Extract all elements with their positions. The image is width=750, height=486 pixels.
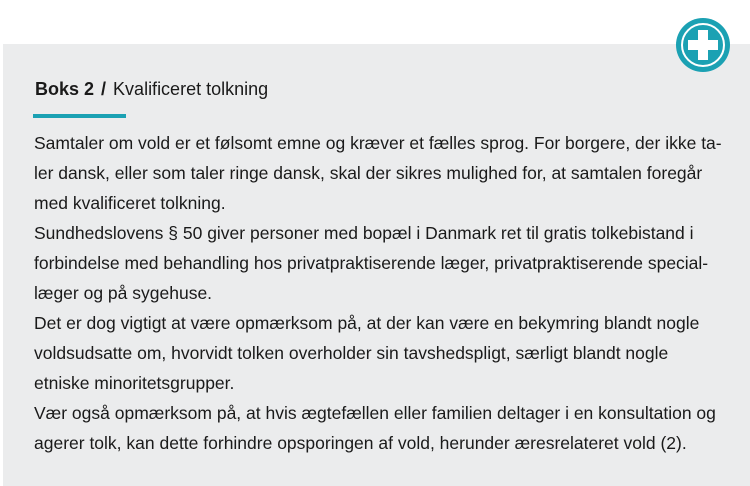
plus-circle-icon[interactable] xyxy=(676,18,730,72)
body-line: ler dansk, eller som taler ringe dansk, skal der sikres mulighed for, at samtalen foregår xyxy=(34,163,703,183)
accent-rule xyxy=(33,114,126,118)
body-line: agerer tolk, kan dette forhindre opsporingen af vold, herunder æresrelateret vold (2). xyxy=(34,433,687,453)
body-line: forbindelse med behandling hos privatpraktiserende læger, privatpraktiserende special- xyxy=(34,253,709,273)
plus-bar-vertical xyxy=(698,30,708,60)
box-title: Kvalificeret tolkning xyxy=(113,79,269,99)
body-line: Samtaler om vold er et følsomt emne og kræver et fælles sprog. For borgere, der ikke ta- xyxy=(34,133,722,153)
body-line: Vær også opmærksom på, at hvis ægtefællen eller familien deltager i en konsultation og xyxy=(34,403,716,423)
body-line: voldsudsatte om, hvorvidt tolken overholder sin tavshedspligt, særligt blandt nogle xyxy=(34,343,669,363)
box-body xyxy=(34,128,724,458)
body-line: etniske minoritetsgrupper. xyxy=(34,373,235,393)
body-line: læger og på sygehuse. xyxy=(34,283,213,303)
box-heading xyxy=(35,75,268,103)
body-line: med kvalificeret tolkning. xyxy=(34,193,226,213)
body-line: Sundhedslovens § 50 giver personer med bopæl i Danmark ret til gratis tolkebistand i xyxy=(34,223,694,243)
heading-separator: / xyxy=(101,79,107,99)
box-label: Boks 2 xyxy=(35,79,95,99)
body-line: Det er dog vigtigt at være opmærksom på, at der kan være en bekymring blandt nogle xyxy=(34,313,700,333)
